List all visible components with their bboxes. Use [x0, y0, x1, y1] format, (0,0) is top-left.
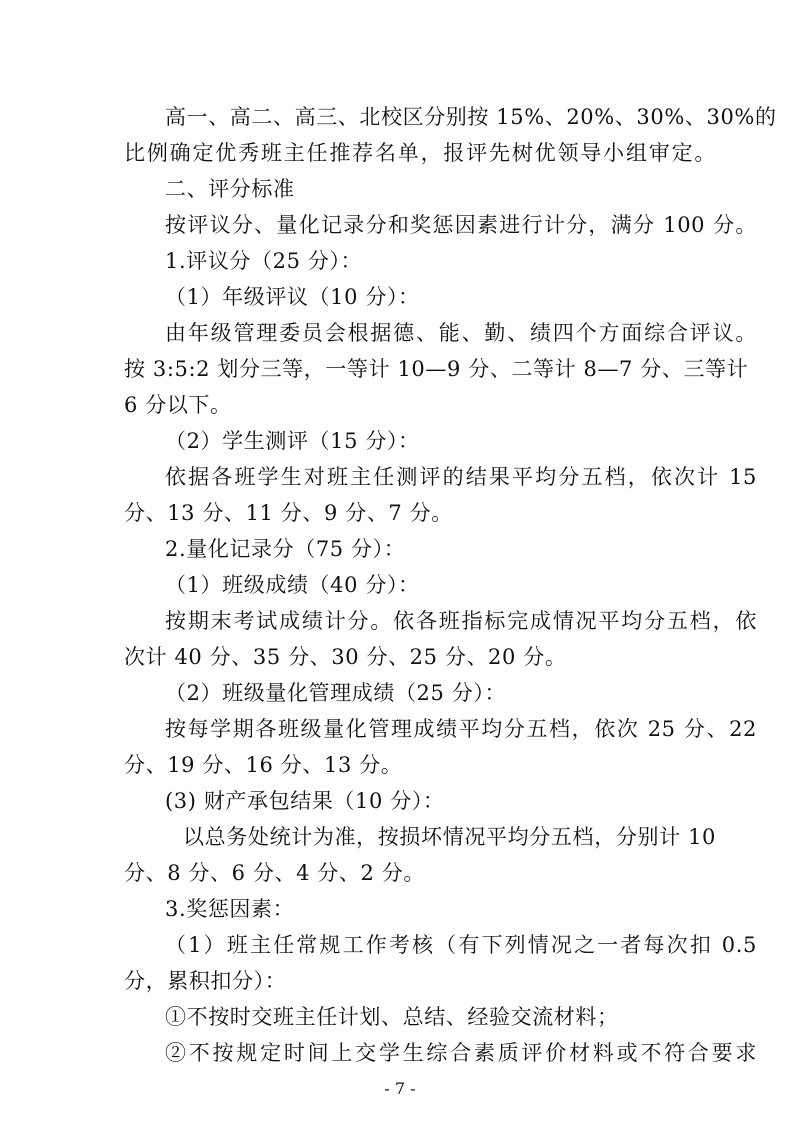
text-line: 按每学期各班级量化管理成绩平均分五档，依次 25 分、22	[165, 717, 757, 741]
subsection-heading: 2.量化记录分（75 分）：	[165, 537, 406, 561]
text-line: 由年级管理委员会根据德、能、勤、绩四个方面综合评议。	[165, 321, 757, 345]
text-line: 以总务处统计为准，按损坏情况平均分五档，分别计 10	[183, 825, 716, 849]
text-line: 分、13 分、11 分、9 分、7 分。	[124, 501, 453, 525]
item-heading: （1）班主任常规工作考核（有下列情况之一者每次扣 0.5	[165, 933, 757, 957]
item-heading: （1）年级评议（10 分）：	[165, 285, 420, 309]
text-line: 高一、高二、高三、北校区分别按 15%、20%、30%、30%的	[165, 105, 777, 129]
text-line: 比例确定优秀班主任推荐名单，报评先树优领导小组审定。	[124, 141, 716, 165]
text-line: 分、8 分、6 分、4 分、2 分。	[124, 861, 425, 885]
subsection-heading: 3.奖惩因素：	[165, 897, 295, 921]
section-heading: 二、评分标准	[165, 177, 295, 201]
text-line: 依据各班学生对班主任测评的结果平均分五档，依次计 15	[165, 465, 757, 489]
item-heading: （2）班级量化管理成绩（25 分）：	[165, 681, 507, 705]
item-heading: （2）学生测评（15 分）：	[165, 429, 420, 453]
text-line: 按评议分、量化记录分和奖惩因素进行计分，满分 100 分。	[165, 213, 757, 237]
text-line: 按期末考试成绩计分。依各班指标完成情况平均分五档，依	[165, 609, 757, 633]
text-line: 分，累积扣分）：	[124, 969, 287, 993]
item-heading: （1）班级成绩（40 分）：	[165, 573, 420, 597]
text-line: 按 3:5:2 划分三等，一等计 10—9 分、二等计 8—7 分、三等计	[124, 357, 749, 381]
item-heading: (3) 财产承包结果（10 分）：	[165, 789, 445, 813]
page-number: - 7 -	[384, 1079, 416, 1098]
text-line: 分、19 分、16 分、13 分。	[124, 753, 403, 777]
list-item: ②不按规定时间上交学生综合素质评价材料或不符合要求	[165, 1041, 757, 1065]
subsection-heading: 1.评议分（25 分）：	[165, 249, 363, 273]
text-line: 次计 40 分、35 分、30 分、25 分、20 分。	[124, 645, 567, 669]
list-item: ①不按时交班主任计划、总结、经验交流材料；	[165, 1005, 619, 1029]
text-line: 6 分以下。	[124, 393, 232, 417]
